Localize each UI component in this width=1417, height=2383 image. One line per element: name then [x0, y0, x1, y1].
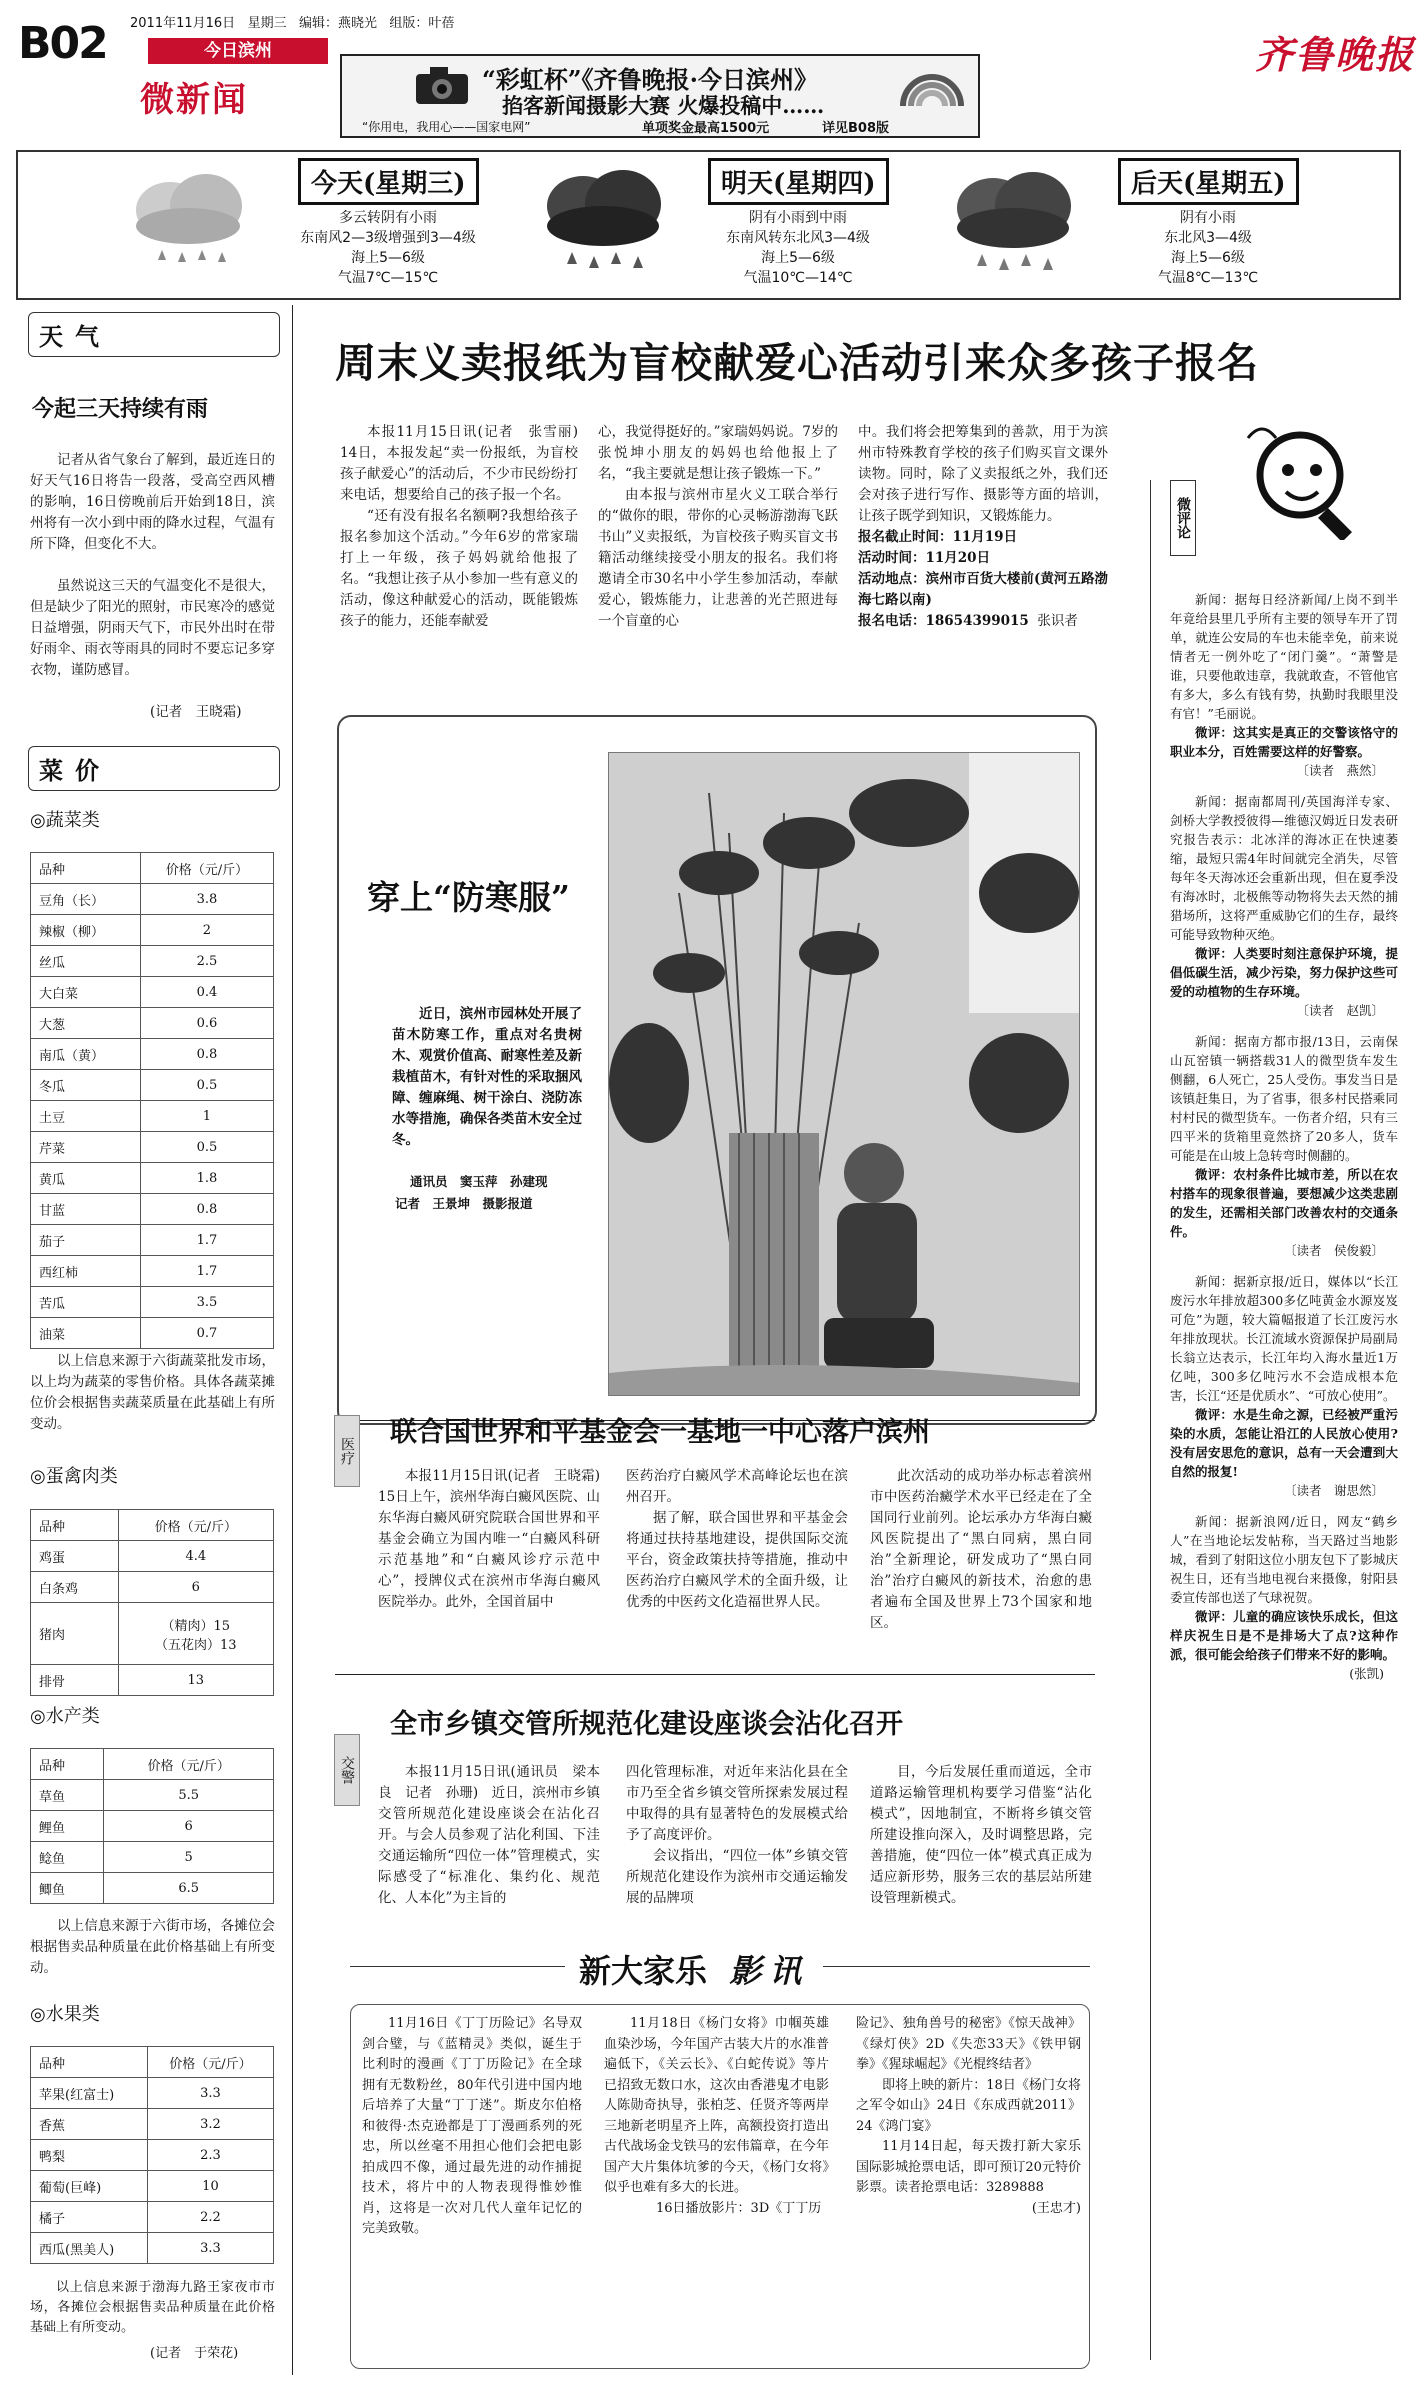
story2-headline: 联合国世界和平基金会一基地一中心落户滨州	[390, 1417, 930, 1448]
pork-price-belly: （五花肉）13	[155, 1637, 237, 1653]
table-row	[31, 977, 274, 1008]
table-cell: 2.5	[140, 946, 273, 977]
table-cell: 油菜	[31, 1318, 141, 1349]
banner-prize: 单项奖金最高1500元	[642, 121, 770, 136]
table-cell: 1.7	[140, 1225, 273, 1256]
table-cell: 鲫鱼	[31, 1873, 104, 1904]
table-row	[31, 1039, 274, 1070]
table-cell: 西瓜(黑美人)	[31, 2233, 148, 2264]
comment-news: 新闻：据南方都市报/13日，云南保山瓦窑镇一辆搭载31人的微型货车发生侧翻，6人死亡，25人受伤。事发当日是该镇赶集日，为了省事，很多村民搭乘同村村民的微型货车。一伤者介绍，只有三四平米的货箱里竟然挤了20多人，货车可能是在山坡上急转弯时侧翻的。	[1170, 1034, 1398, 1163]
table-cell: 5	[104, 1842, 274, 1873]
weather-line: 气温10℃—14℃	[743, 270, 853, 286]
table-cell: 茄子	[31, 1225, 141, 1256]
comment-reader: (张凯)	[1349, 1666, 1384, 1681]
lead-headline: 周末义卖报纸为盲校献爱心活动引来众多孩子报名	[335, 339, 1259, 387]
story3-col2	[626, 1762, 848, 1909]
story3-paragraph: 会议指出，“四位一体”乡镇交管所规范化建设作为滨州市交通运输发展的品牌项	[626, 1848, 848, 1906]
subsection-title: 微新闻	[140, 80, 248, 120]
comment-news: 新闻：据新浪网/近日，网友“鹤乡人”在当地论坛发帖称，当天路过当地影城，看到了射阳这位小朋友包下了影城庆祝生日，还有当地电视台来摄像，射阳县委宣传部也送了气球祝贺。	[1170, 1514, 1398, 1605]
table-cell: 白条鸡	[31, 1572, 119, 1603]
editor-credit: 编辑：燕晓光	[299, 16, 378, 31]
table-cell: 西红柿	[31, 1256, 141, 1287]
story2-paragraph: 据了解，联合国世界和平基金会将通过扶持基地建设，提供国际交流平台，资金政策扶持等措施，推动中医药治疗白癜风学术的全面升级，让优秀的中医药文化造福世界人民。	[626, 1510, 848, 1610]
fish-price-table	[30, 1748, 274, 1904]
table-cell: 鲶鱼	[31, 1842, 104, 1873]
comment-list	[1170, 590, 1398, 1695]
table-cell: 2.2	[147, 2202, 273, 2233]
weather-tomorrow	[683, 208, 913, 288]
veg-title: ◎蔬菜类	[30, 810, 100, 831]
veg-note: 以上信息来源于六街蔬菜批发市场，以上均为蔬菜的零售价格。具体各蔬菜摊位价会根据售卖蔬菜质量在此基础上有所变动。	[30, 1353, 275, 1432]
table-cell: 2	[140, 915, 273, 946]
fruit-title: ◎水果类	[30, 2004, 100, 2025]
table-cell: 4.4	[118, 1541, 273, 1572]
table-cell: 0.5	[140, 1070, 273, 1101]
story-divider	[335, 1674, 1095, 1675]
section-tab: 今日滨州	[148, 38, 328, 64]
table-cell: 甘蓝	[31, 1194, 141, 1225]
category-tag-medical: 医疗	[334, 1415, 360, 1487]
veg-price-table	[30, 852, 274, 1349]
story3-col1: 本报11月15日讯(通讯员 梁本良 记者 孙珊) 近日，滨州市乡镇交管所规范化建设座谈会在沾化召开。与会人员参观了沾化利国、下洼交通运输所“四位一体”管理模式，实际感受了“标准化、集约化、规范化、人本化”为主旨的	[378, 1764, 600, 1906]
table-cell: 芹菜	[31, 1132, 141, 1163]
table-cell: 黄瓜	[31, 1163, 141, 1194]
story2-paragraph: 医药治疗白癜风学术高峰论坛也在滨州召开。	[626, 1468, 848, 1505]
lead-col1	[340, 422, 592, 632]
weather-section-header: 天气	[28, 312, 280, 357]
table-cell: 10	[147, 2171, 273, 2202]
lead-paragraph: 心，我觉得挺好的。”家瑞妈妈说。7岁的张悦坤小朋友的妈妈也给他报上了名，“我主要就是想让孩子锻炼一下。”	[598, 424, 838, 482]
table-cell: 6	[104, 1811, 274, 1842]
table-cell: 土豆	[31, 1101, 141, 1132]
table-cell: 鸡蛋	[31, 1541, 119, 1572]
weather-line: 东南风2—3级增强到3—4级	[300, 230, 476, 246]
column-divider	[292, 305, 293, 2375]
movie-title-news: 影讯	[729, 1952, 810, 1990]
magnifier-icon	[1240, 420, 1370, 540]
weather-day-label: 明天(星期四)	[708, 158, 889, 205]
story2-col1: 本报11月15日讯(记者 王晓霜) 15日上午，滨州华海白癜风医院、山东华海白癜风研究院联合国世界和平基金会确立为国内唯一“白癜风科研示范基地”和“白癜风诊疗示范中心”，授牌仪式在滨州市华海白癜风医院举办。此外，全国首届中	[378, 1468, 614, 1610]
movie-paragraph: 11月18日《杨门女将》巾帼英雄血染沙场，今年国产古装大片的水准普遍低下，《关云长》、《白蛇传说》等片已招致无数口水，这次由香港鬼才电影人陈勋奇执导，张柏芝、任贤齐等两岸三地新老明星齐上阵，高额投资打造出古代战场金戈铁马的宏伟篇章，在今年国产大片集体坑爹的今天，《杨门女将》似乎也难有多大的长进。	[604, 2016, 829, 2195]
table-cell: 0.8	[140, 1039, 273, 1070]
rainbow-icon	[897, 60, 967, 110]
photo-story-title: 穿上“防寒服”	[367, 878, 570, 917]
photo-credit-1: 通讯员 窦玉萍 孙建现	[410, 1174, 548, 1189]
table-cell: 香蕉	[31, 2109, 148, 2140]
lead-event-time: 活动时间：11月20日	[858, 550, 991, 566]
table-cell: 豆角（长）	[31, 884, 141, 915]
comment-item	[1170, 1032, 1398, 1260]
banner-subtitle: 掐客新闻摄影大赛 火爆投稿中……	[502, 93, 825, 118]
table-cell: 鲤鱼	[31, 1811, 104, 1842]
lead-byline: 张识者	[1037, 613, 1078, 629]
table-cell	[118, 1603, 273, 1665]
table-row	[31, 1008, 274, 1039]
table-cell: 13	[118, 1665, 273, 1696]
table-cell: 大葱	[31, 1008, 141, 1039]
cloud-rain-icon	[128, 164, 248, 274]
weather-line: 多云转阴有小雨	[339, 210, 437, 226]
movie-byline: (王忠才)	[1031, 2200, 1081, 2216]
table-cell: 3.3	[147, 2233, 273, 2264]
movie-paragraph: 16日播放影片：3D《丁丁历	[656, 2200, 822, 2216]
table-header: 品种	[31, 1749, 104, 1780]
table-row	[31, 915, 274, 946]
table-row	[31, 1101, 274, 1132]
table-cell: 0.5	[140, 1132, 273, 1163]
comment-reader: 〔读者 谢思然〕	[1283, 1483, 1384, 1498]
lead-paragraph: 由本报与滨州市星火义工联合举行的“做你的眼，带你的心灵畅游渤海飞跃书山”义卖报纸，为盲校孩子购买盲文书籍活动继续接受小朋友的报名。我们将邀请全市30名中小学生参加活动，奉献爱心，锻炼能力，让悲善的光芒照进每一个盲童的心	[598, 487, 838, 629]
table-row	[31, 1225, 274, 1256]
story2-col2	[626, 1466, 848, 1613]
weather-line: 阴有小雨	[1180, 210, 1236, 226]
table-cell: 苹果(红富士)	[31, 2078, 148, 2109]
comment-item	[1170, 792, 1398, 1020]
table-header: 价格（元/斤）	[140, 853, 273, 884]
egg-title: ◎蛋禽肉类	[30, 1466, 118, 1487]
lead-paragraph: 本报11月15日讯(记者 张雪丽) 14日，本报发起“卖一份报纸，为盲校孩子献爱心”的活动后，不少市民纷纷打来电话，想要给自己的孩子报一个名。	[340, 424, 592, 503]
fruit-price-table	[30, 2046, 274, 2264]
table-cell: 5.5	[104, 1780, 274, 1811]
table-cell: 丝瓜	[31, 946, 141, 977]
table-cell: 大白菜	[31, 977, 141, 1008]
banner-detail: 详见B08版	[822, 121, 889, 136]
table-cell: 2.3	[147, 2140, 273, 2171]
table-cell: 3.8	[140, 884, 273, 915]
table-cell: 0.4	[140, 977, 273, 1008]
lead-event-place: 活动地点：滨州市百货大楼前(黄河五路渤海七路以南)	[858, 571, 1108, 608]
story3-col3: 目，今后发展任重而道远，全市道路运输管理机构要学习借鉴“沾化模式”，因地制宜，不断将乡镇交管所建设推向深入，及时调整思路，完善措施，使“四位一体”模式真正成为适应新形势，服务三农的基层站所建设管理新模式。	[870, 1764, 1092, 1906]
lead-deadline: 报名截止时间：11月19日	[858, 529, 1018, 545]
fish-note: 以上信息来源于六街市场，各摊位会根据售卖品种质量在此价格基础上有所变动。	[30, 1918, 275, 1976]
movie-title-cinema: 新大家乐	[579, 1952, 708, 1990]
newspaper-logo: 齐鲁晚报	[1255, 32, 1416, 77]
comment-item	[1170, 1512, 1398, 1683]
table-cell: 橘子	[31, 2202, 148, 2233]
comment-reader: 〔读者 燕然〕	[1296, 763, 1384, 778]
table-cell: 0.7	[140, 1318, 273, 1349]
table-cell: 冬瓜	[31, 1070, 141, 1101]
table-header: 品种	[31, 1510, 119, 1541]
comment-news: 新闻：据每日经济新闻/上岗不到半年竟给县里几乎所有主要的领导车开了罚单，就连公安局的车也未能幸免，前来说情者无一例外吃了“闭门羹”。“萧警是谁，只要他敢违章，我就敢查，不管他官有多大，多么有钱有势，执勤时我眼里没有官！”毛丽说。	[1170, 592, 1398, 721]
fish-title: ◎水产类	[30, 1706, 100, 1727]
comment-item	[1170, 590, 1398, 780]
weather-today	[273, 208, 503, 288]
table-cell: 1.8	[140, 1163, 273, 1194]
banner-title: “彩虹杯”《齐鲁晚报·今日滨州》	[482, 65, 818, 94]
table-cell: 0.6	[140, 1008, 273, 1039]
table-header: 品种	[31, 2047, 148, 2078]
prices-section-header: 菜价	[28, 746, 280, 791]
comment-reader: 〔读者 赵凯〕	[1296, 1003, 1384, 1018]
photo-story-body: 近日，滨州市园林处开展了苗木防寒工作，重点对名贵树木、观赏价值高、耐寒性差及新栽植苗木，有针对性的采取捆风障、缠麻绳、树干涂白、浇防冻水等措施，确保各类苗木安全过冬。	[392, 1006, 582, 1148]
weather-dayafter	[1093, 208, 1323, 288]
table-cell: 草鱼	[31, 1780, 104, 1811]
table-cell: 南瓜（黄）	[31, 1039, 141, 1070]
weather-line: 气温8℃—13℃	[1157, 270, 1259, 286]
table-row	[31, 1194, 274, 1225]
weather-line: 海上5—6级	[1171, 250, 1245, 266]
weather-story-title: 今起三天持续有雨	[32, 396, 209, 422]
table-header: 价格（元/斤）	[118, 1510, 273, 1541]
lead-col2	[598, 422, 838, 632]
table-row	[31, 1287, 274, 1318]
weather-line: 东南风转东北风3—4级	[726, 230, 870, 246]
table-cell: 鸭梨	[31, 2140, 148, 2171]
fruit-byline: (记者 于荣花)	[150, 2346, 239, 2361]
table-cell: 葡萄(巨峰)	[31, 2171, 148, 2202]
comment-reader: 〔读者 侯俊毅〕	[1283, 1243, 1384, 1258]
table-row	[31, 1132, 274, 1163]
table-header: 品种	[31, 853, 141, 884]
movie-col1: 11月16日《丁丁历险记》名导双剑合璧，与《蓝精灵》类似，诞生于比利时的漫画《丁丁历险记》在全球拥有无数粉丝，80年代引进中国内地后培养了大量“丁丁迷”。斯皮尔伯格和彼得·杰克逊都是丁丁漫画系列的死忠，所以丝毫不用担心他们会把电影拍成四不像，通过最先进的动作捕捉技术，将片中的人物表现得惟妙惟肖，这将是一次对几代人童年记忆的完美致敬。	[362, 2016, 582, 2236]
comment-news: 新闻：据南都周刊/英国海洋专家、剑桥大学教授彼得—维德汉姆近日发表研究报告表示：北冰洋的海冰正在快速萎缩，最短只需4年时间就完全消失，尽管每年冬天海冰还会重新出现，但在夏季没有海冰时，北极熊等动物将失去天然的捕猎场所，这将严重威胁它们的生存，最终可能导致物种灭绝。	[1170, 794, 1398, 942]
comment-opinion: 微评：儿童的确应该快乐成长，但这样庆祝生日是不是排场大了点?这种作派，很可能会给孩子们带来不好的影响。	[1170, 1609, 1398, 1662]
nursery-photo	[608, 752, 1080, 1396]
category-tag-traffic: 交警	[334, 1734, 360, 1806]
issue-date: 2011年11月16日	[130, 16, 236, 31]
table-cell: 3.3	[147, 2078, 273, 2109]
table-row	[31, 884, 274, 915]
comment-opinion: 微评：这其实是真正的交警该恪守的职业本分，百姓需要这样的好警察。	[1170, 725, 1398, 759]
dark-cloud-rain-icon	[538, 160, 668, 280]
comment-opinion: 微评：人类要时刻注意保护环境，提倡低碳生活，减少污染，努力保护这些可爱的动植物的生存环境。	[1170, 946, 1398, 999]
banner-slogan: “你用电，我用心——国家电网”	[362, 120, 531, 134]
table-cell: 辣椒（柳）	[31, 915, 141, 946]
table-cell: 6	[118, 1572, 273, 1603]
comment-item	[1170, 1272, 1398, 1500]
table-row	[31, 1318, 274, 1349]
movie-col3	[856, 2014, 1081, 2219]
comment-news: 新闻：据新京报/近日，媒体以“长江废污水年排放超300多亿吨黄金水源岌岌可危”为题，较大篇幅报道了长江废污水年排放现状。长江流域水资源保护局副局长翁立达表示，长江年均入海水量近1万亿吨，300多亿吨污水不会造成根本危害，长江“还是优质水”、“可放心使用”。	[1170, 1274, 1398, 1403]
table-cell: 1.7	[140, 1256, 273, 1287]
photo-contest-banner	[340, 54, 980, 138]
gardener-photo-illustration	[609, 753, 1080, 1396]
table-row	[31, 1070, 274, 1101]
table-header: 价格（元/斤）	[147, 2047, 273, 2078]
designer-credit: 组版：叶蓓	[389, 16, 455, 31]
movie-paragraph: 即将上映的新片：18日《杨门女将之军令如山》24日《东成西就2011》24《鸿门宴》	[856, 2077, 1081, 2134]
table-cell: 苦瓜	[31, 1287, 141, 1318]
lead-col3	[858, 422, 1108, 632]
movie-col2	[604, 2014, 829, 2219]
weather-day-label: 今天(星期三)	[298, 158, 479, 205]
comment-opinion: 微评：农村条件比城市差，所以在农村搭车的现象很普遍，要想减少这类悲剧的发生，还需相关部门改善农村的交通条件。	[1170, 1167, 1398, 1239]
weather-story-byline: (记者 王晓霜)	[150, 704, 242, 720]
lead-phone: 报名电话：18654399015	[858, 613, 1029, 629]
story2-col3: 此次活动的成功举办标志着滨州市中医药治癜学术水平已经走在了全国同行业前列。论坛承办方华海白癜风医院提出了“黑白同病，黑白同治”全新理论，研发成功了“黑白同治”治疗白癜风的新技术，治愈的患者遍布全国及世界上73个国家和地区。	[870, 1468, 1092, 1631]
egg-price-table	[30, 1509, 274, 1696]
weather-line: 海上5—6级	[351, 250, 425, 266]
weather-line: 海上5—6级	[761, 250, 835, 266]
table-cell: 3.2	[147, 2109, 273, 2140]
lead-paragraph: “还有没有报名名额啊?我想给孩子报名参加这个活动。”今年6岁的常家瑞打上一年级，孩子妈妈就给他报了名。“我想让孩子从小参加一些有意义的活动，像这种献爱心的活动，既能锻炼孩子的能力，还能奉献爱	[340, 508, 578, 629]
comment-opinion: 微评：水是生命之源，已经被严重污染的水质，怎能让沿江的人民放心使用?没有居安思危的意识，总有一天会遭到大自然的报复!	[1170, 1407, 1398, 1479]
table-row	[31, 946, 274, 977]
fruit-note: 以上信息来源于渤海九路王家夜市市场，各摊位会根据售卖品种质量在此价格基础上有所变动。	[30, 2280, 275, 2335]
story3-paragraph: 四化管理标准，对近年来沾化县在全市乃至全省乡镇交管所探索发展过程中取得的具有显著特色的发展模式给予了高度评价。	[626, 1764, 848, 1843]
weather-panel	[16, 150, 1401, 300]
table-row	[31, 1163, 274, 1194]
table-cell: 猪肉	[31, 1603, 119, 1665]
page-code: B02	[18, 18, 107, 69]
table-cell: 6.5	[104, 1873, 274, 1904]
table-cell: 1	[140, 1101, 273, 1132]
issue-weekday: 星期三	[247, 16, 287, 31]
camera-icon	[412, 62, 472, 106]
movie-paragraph: 险记》、独角兽号的秘密》《惊天战神》《绿灯侠》2D《失恋33天》《铁甲钢拳》《猩球崛起》《光棍终结者》	[856, 2016, 1081, 2072]
photo-credit-2: 记者 王景坤 摄影报道	[395, 1196, 533, 1211]
weather-line: 阴有小雨到中雨	[749, 210, 847, 226]
header-info	[130, 12, 454, 31]
weather-day-label: 后天(星期五)	[1118, 158, 1299, 205]
movie-paragraph: 11月14日起，每天拨打新大家乐国际影城抢票电话，即可预订20元特价影票。读者抢票电话：3289888	[856, 2139, 1081, 2195]
table-header: 价格（元/斤）	[104, 1749, 274, 1780]
weather-story-body2: 虽然说这三天的气温变化不是很大，但是缺少了阳光的照射，市民寒冷的感觉日益增强，阴雨天气下，市民外出时在带好雨伞、雨衣等雨具的同时不要忘记多穿衣物，谨防感冒。	[30, 578, 275, 678]
lead-paragraph: 中。我们将会把筹集到的善款，用于为滨州市特殊教育学校的孩子们购买盲文课外读物。同时，除了义卖报纸之外，我们还会对孩子进行写作、摄影等方面的培训，让孩子既学到知识，又锻炼能力。	[858, 424, 1108, 524]
movie-section-title	[565, 1946, 823, 1992]
table-cell: 0.8	[140, 1194, 273, 1225]
weather-line: 东北风3—4级	[1164, 230, 1252, 246]
weather-story-body: 记者从省气象台了解到，最近连日的好天气16日将告一段落，受高空西风槽的影响，16日傍晚前后开始到18日，滨州将有一次小到中雨的降水过程，气温有所下降，但变化不大。	[30, 452, 275, 552]
table-row	[31, 1256, 274, 1287]
dark-cloud-rain-icon	[948, 162, 1078, 278]
pork-price-lean: （精肉）15	[161, 1618, 231, 1634]
weather-line: 气温7℃—15℃	[337, 270, 439, 286]
comment-column-rule	[1150, 480, 1151, 2360]
micro-comment-tag: 微评论	[1170, 480, 1196, 556]
table-cell: 排骨	[31, 1665, 119, 1696]
story3-headline: 全市乡镇交管所规范化建设座谈会沾化召开	[390, 1709, 903, 1740]
table-cell: 3.5	[140, 1287, 273, 1318]
